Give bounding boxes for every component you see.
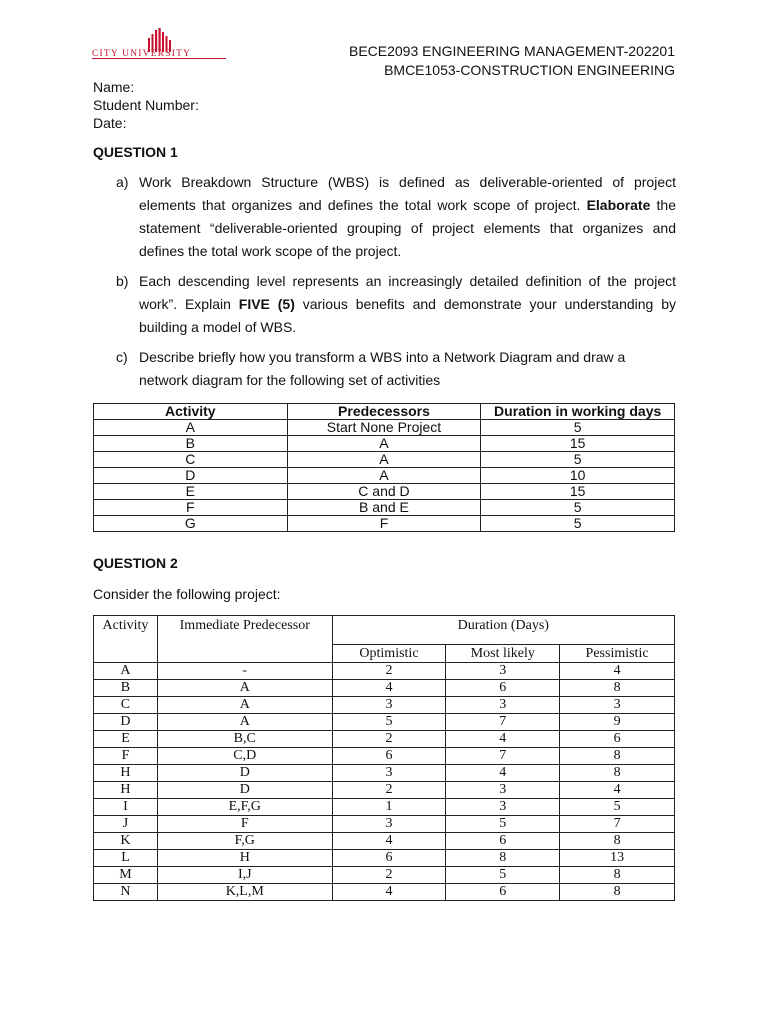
table-row [94, 765, 675, 782]
cell: A [94, 420, 288, 436]
table-row [94, 452, 675, 468]
cell: F [157, 816, 332, 833]
cell: A [157, 697, 332, 714]
table-row [94, 663, 675, 680]
table-row [94, 850, 675, 867]
cell: A [287, 452, 481, 468]
cell: 3 [446, 663, 560, 680]
cell: 8 [560, 748, 675, 765]
cell: D [157, 765, 332, 782]
cell: A [287, 436, 481, 452]
cell: 4 [446, 765, 560, 782]
cell: 2 [332, 731, 446, 748]
cell: A [157, 680, 332, 697]
cell: 10 [481, 468, 675, 484]
cell: 5 [481, 452, 675, 468]
table-header-row [94, 404, 675, 420]
cell: 15 [481, 484, 675, 500]
cell: 3 [446, 782, 560, 799]
header-activity: Activity [94, 616, 158, 663]
header-pessimistic: Pessimistic [560, 645, 675, 663]
table-row [94, 697, 675, 714]
course-header [349, 42, 675, 80]
name-label: Name: [93, 79, 135, 95]
cell: 4 [446, 731, 560, 748]
question-1b [116, 270, 676, 339]
question-1c [116, 346, 676, 392]
header-duration: Duration in working days [481, 404, 675, 420]
cell: K,L,M [157, 884, 332, 901]
table-row [94, 468, 675, 484]
cell: 15 [481, 436, 675, 452]
item-label: b) [116, 273, 129, 289]
cell: F,G [157, 833, 332, 850]
cell: Start None Project [287, 420, 481, 436]
cell: 6 [560, 731, 675, 748]
table-row [94, 816, 675, 833]
cell: 8 [560, 884, 675, 901]
item-label: c) [116, 349, 128, 365]
student-number-label: Student Number: [93, 97, 199, 113]
q1a-text-2: the statement “deliverable-oriented grouping of project elements that organizes and defines the total work scope of the project. [139, 197, 676, 259]
cell: F [94, 500, 288, 516]
cell: 7 [446, 748, 560, 765]
q1c-text: Describe briefly how you transform a WBS into a Network Diagram and draw a network diagram for the following set of activities [139, 349, 626, 388]
question-1a [116, 171, 676, 263]
cell: 4 [560, 782, 675, 799]
question-2-intro: Consider the following project: [93, 586, 281, 602]
header-optimistic: Optimistic [332, 645, 446, 663]
table-row [94, 731, 675, 748]
cell: D [94, 468, 288, 484]
cell: 7 [446, 714, 560, 731]
cell: C [94, 697, 158, 714]
cell: 5 [332, 714, 446, 731]
table-row [94, 420, 675, 436]
cell: H [157, 850, 332, 867]
cell: B [94, 680, 158, 697]
pert-table-body [94, 663, 675, 901]
cell: 13 [560, 850, 675, 867]
cell: 8 [560, 867, 675, 884]
cell: K [94, 833, 158, 850]
cell: 5 [481, 500, 675, 516]
cell: M [94, 867, 158, 884]
cell: I,J [157, 867, 332, 884]
cell: 4 [332, 884, 446, 901]
table-row [94, 484, 675, 500]
cell: 9 [560, 714, 675, 731]
cell: 6 [332, 850, 446, 867]
header-duration: Duration (Days) [332, 616, 674, 645]
pert-table [93, 615, 675, 901]
cell: 4 [332, 680, 446, 697]
cell: 5 [446, 867, 560, 884]
cell: B [94, 436, 288, 452]
table-row [94, 748, 675, 765]
cell: C,D [157, 748, 332, 765]
activity-table [93, 403, 675, 532]
cell: 3 [446, 697, 560, 714]
cell: E [94, 484, 288, 500]
date-label: Date: [93, 115, 127, 131]
cell: 3 [332, 765, 446, 782]
cell: A [157, 714, 332, 731]
logo-text: CITY UNIVERSITY [92, 49, 192, 59]
cell: 6 [446, 680, 560, 697]
table-row [94, 833, 675, 850]
cell: 5 [446, 816, 560, 833]
cell: B,C [157, 731, 332, 748]
cell: F [94, 748, 158, 765]
cell: G [94, 516, 288, 532]
cell: B and E [287, 500, 481, 516]
table-row [94, 680, 675, 697]
cell: 8 [560, 833, 675, 850]
header-predecessors: Predecessors [287, 404, 481, 420]
table-row [94, 799, 675, 816]
cell: 6 [332, 748, 446, 765]
cell: H [94, 782, 158, 799]
cell: H [94, 765, 158, 782]
q1a-text-1: Work Breakdown Structure (WBS) is defined as deliverable-oriented of project elements that organizes and defines the total work scope of project. [139, 174, 676, 213]
cell: - [157, 663, 332, 680]
cell: 2 [332, 782, 446, 799]
table-row [94, 516, 675, 532]
cell: 2 [332, 663, 446, 680]
cell: 6 [446, 833, 560, 850]
cell: 8 [560, 765, 675, 782]
cell: A [287, 468, 481, 484]
cell: 6 [446, 884, 560, 901]
cell: C [94, 452, 288, 468]
cell: 5 [481, 420, 675, 436]
question-2-title: QUESTION 2 [93, 555, 178, 571]
course-line-2: BMCE1053-CONSTRUCTION ENGINEERING [384, 62, 675, 78]
cell: J [94, 816, 158, 833]
cell: F [287, 516, 481, 532]
cell: C and D [287, 484, 481, 500]
cell: 2 [332, 867, 446, 884]
cell: I [94, 799, 158, 816]
cell: 3 [446, 799, 560, 816]
question-1-title: QUESTION 1 [93, 144, 178, 160]
cell: L [94, 850, 158, 867]
cell: 5 [481, 516, 675, 532]
q1b-text-1: Each descending level represents an increasingly detailed definition of the project work”. Explain [139, 273, 676, 312]
cell: 8 [560, 680, 675, 697]
cell: 4 [332, 833, 446, 850]
item-label: a) [116, 174, 129, 190]
cell: 7 [560, 816, 675, 833]
table-row [94, 884, 675, 901]
cell: D [157, 782, 332, 799]
cell: A [94, 663, 158, 680]
cell: N [94, 884, 158, 901]
table-row [94, 782, 675, 799]
cell: 5 [560, 799, 675, 816]
cell: 3 [332, 697, 446, 714]
table-header-row [94, 616, 675, 645]
cell: 4 [560, 663, 675, 680]
logo-graphic [92, 28, 228, 62]
cell: 3 [332, 816, 446, 833]
header-most-likely: Most likely [446, 645, 560, 663]
cell: E,F,G [157, 799, 332, 816]
cell: 8 [446, 850, 560, 867]
cell: E [94, 731, 158, 748]
table-row [94, 436, 675, 452]
header-activity: Activity [94, 404, 288, 420]
q1b-bold: FIVE (5) [238, 296, 295, 312]
cell: 3 [560, 697, 675, 714]
cell: 1 [332, 799, 446, 816]
student-info [93, 78, 199, 132]
q1a-bold: Elaborate [586, 197, 651, 213]
header-immediate-predecessor: Immediate Predecessor [157, 616, 332, 663]
table-row [94, 500, 675, 516]
table-row [94, 867, 675, 884]
q1b-text-2: various benefits and demonstrate your understanding by building a model of WBS. [139, 296, 676, 335]
course-line-1: BECE2093 ENGINEERING MANAGEMENT-202201 [348, 43, 675, 59]
city-university-logo [92, 28, 228, 62]
cell: D [94, 714, 158, 731]
table-row [94, 714, 675, 731]
